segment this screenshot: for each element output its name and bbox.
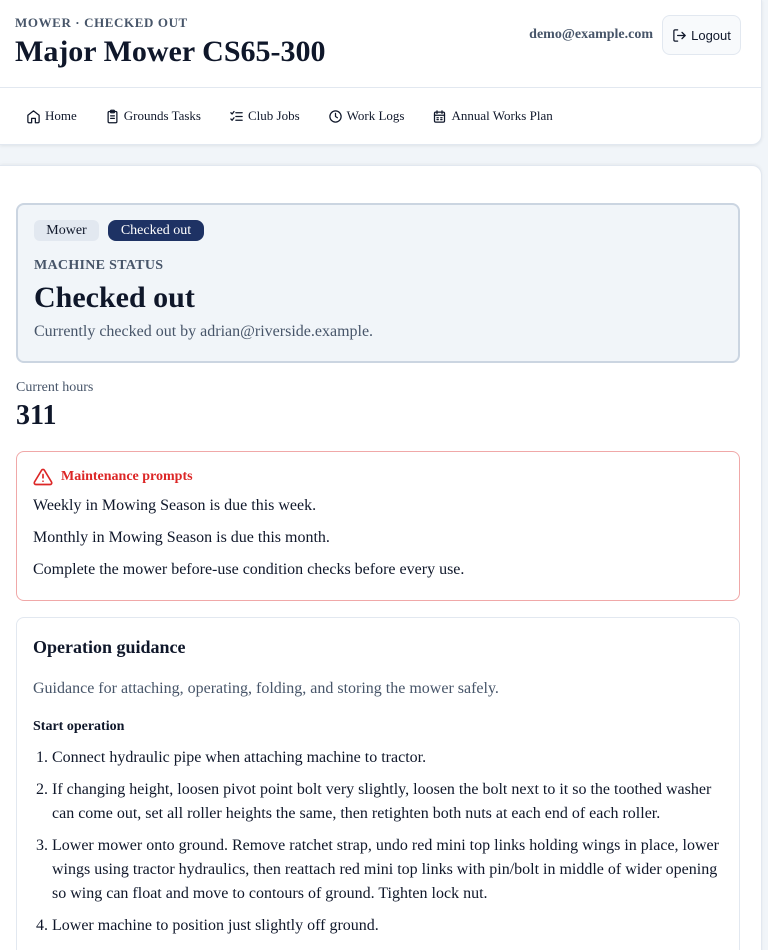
maintenance-prompts-heading bbox=[33, 467, 193, 487]
logout-icon bbox=[672, 28, 687, 43]
nav-label: Work Logs bbox=[346, 108, 405, 123]
warning-icon bbox=[33, 467, 53, 487]
clock-icon bbox=[328, 109, 343, 124]
step-text: Lower mower onto ground. Remove ratchet strap, undo red mini top links holding wings in place, lower wings using tractor hydraulics, then reattach red mini top links with pin/bolt in middle of wider opening so wing can float and move to contours of ground. Tighten lock nut. bbox=[52, 837, 719, 902]
nav-label: Grounds Tasks bbox=[123, 108, 201, 123]
step-text: Lower machine to position just slightly off ground. bbox=[52, 917, 379, 934]
calendar-icon bbox=[432, 109, 447, 124]
user-email: demo@example.com bbox=[529, 27, 653, 42]
machine-type-badge: Mower bbox=[34, 220, 99, 241]
nav-item-grounds-tasks[interactable] bbox=[105, 106, 201, 126]
nav-label: Home bbox=[45, 108, 77, 123]
clipboard-icon bbox=[105, 109, 120, 124]
list-item bbox=[33, 914, 723, 938]
main-nav bbox=[26, 106, 581, 126]
nav-label: Club Jobs bbox=[248, 108, 300, 123]
current-hours-value: 311 bbox=[16, 400, 57, 431]
app-header bbox=[0, 0, 762, 145]
logout-button[interactable] bbox=[662, 15, 741, 55]
maintenance-prompt: Complete the mower before-use condition checks before every use. bbox=[33, 561, 465, 578]
step-number: 4. bbox=[36, 917, 48, 934]
maintenance-prompt: Weekly in Mowing Season is due this week. bbox=[33, 497, 317, 514]
operation-guidance-title: Operation guidance bbox=[33, 637, 186, 657]
nav-item-home[interactable] bbox=[26, 106, 77, 126]
current-hours-label: Current hours bbox=[16, 380, 94, 395]
status-badge: Checked out bbox=[108, 220, 204, 241]
operation-guidance-description: Guidance for attaching, operating, folding, and storing the mower safely. bbox=[33, 680, 499, 697]
nav-item-club-jobs[interactable] bbox=[229, 106, 300, 126]
maintenance-prompts-title: Maintenance prompts bbox=[61, 469, 193, 484]
logout-label: Logout bbox=[691, 27, 731, 43]
start-operation-heading: Start operation bbox=[33, 719, 125, 734]
list-item bbox=[33, 746, 723, 770]
list-item bbox=[33, 778, 723, 826]
list-item bbox=[33, 834, 723, 906]
header-divider bbox=[0, 87, 762, 88]
machine-eyebrow: MOWER · CHECKED OUT bbox=[15, 15, 188, 30]
step-text: Connect hydraulic pipe when attaching machine to tractor. bbox=[52, 749, 427, 766]
step-number: 3. bbox=[36, 837, 48, 854]
step-text: If changing height, loosen pivot point bolt very slightly, loosen the bolt next to it so the toothed washer can come out, set all roller heights the same, then retighten both nuts at each end of each roller. bbox=[52, 781, 712, 822]
machine-status-title: Checked out bbox=[34, 281, 195, 314]
maintenance-prompt: Monthly in Mowing Season is due this month. bbox=[33, 529, 330, 546]
operation-steps-list bbox=[33, 746, 723, 946]
nav-label: Annual Works Plan bbox=[451, 108, 553, 123]
page-title: Major Mower CS65-300 bbox=[15, 35, 326, 68]
home-icon bbox=[26, 109, 41, 124]
checklist-icon bbox=[229, 109, 244, 124]
step-number: 2. bbox=[36, 781, 48, 798]
machine-status-label: MACHINE STATUS bbox=[34, 258, 164, 273]
nav-item-work-logs[interactable] bbox=[328, 106, 405, 126]
machine-status-description: Currently checked out by adrian@riverside.example. bbox=[34, 323, 374, 340]
step-number: 1. bbox=[36, 749, 48, 766]
nav-item-annual-works-plan[interactable] bbox=[432, 106, 552, 126]
